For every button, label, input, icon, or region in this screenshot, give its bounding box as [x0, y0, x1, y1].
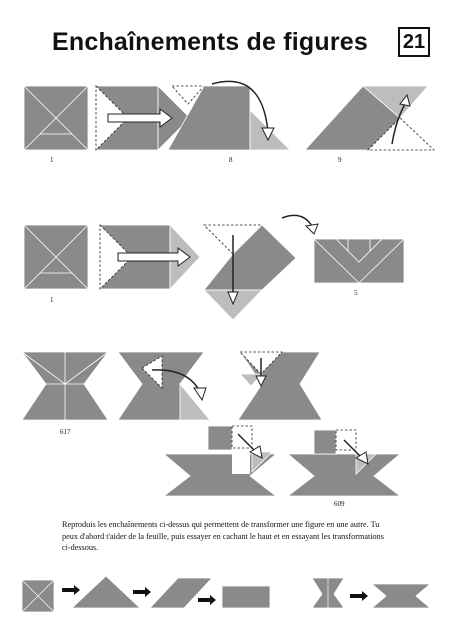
row2-figure-rotation — [204, 215, 318, 320]
exercise-rectangle — [222, 586, 270, 608]
exercise-arrow-4 — [350, 591, 368, 601]
exercise-arrow-2 — [133, 587, 151, 597]
exercise-arrow-1 — [62, 585, 80, 595]
label-row1-1: 1 — [50, 156, 54, 164]
label-row2-5: 5 — [354, 289, 358, 297]
row4-figure-transition — [164, 426, 276, 496]
row2-figure-transition — [100, 225, 200, 289]
instructions-text: Reproduis les enchaînements ci-dessus qui permettent de transformer une figure en une autre. Tu peux d'abord t'aider de la feuille, puis essayer en cachant le haut et en essayant les transformations ci-dessous. — [62, 520, 384, 552]
row1-figure-9 — [305, 86, 434, 150]
exercise-bowtie — [372, 584, 430, 608]
label-row3-617: 617 — [60, 428, 71, 436]
exercise-triangle — [72, 576, 140, 608]
row1-square-figure-1 — [24, 86, 88, 150]
label-row1-9: 9 — [338, 156, 342, 164]
row3-figure-result — [238, 352, 322, 420]
label-row2-1: 1 — [50, 296, 54, 304]
row3-figure-transition — [118, 352, 210, 420]
exercise-parallelogram — [150, 578, 212, 608]
row3-figure-617 — [22, 352, 108, 420]
exercise-arrow-3 — [198, 595, 216, 605]
row2-figure-5 — [314, 239, 404, 283]
row2-square-figure-1 — [24, 225, 88, 289]
label-row1-8: 8 — [229, 156, 233, 164]
label-row4-609: 609 — [334, 500, 345, 508]
page-number-badge: 21 — [398, 27, 430, 57]
row4-figure-609 — [288, 430, 400, 496]
exercise-hourglass — [312, 578, 344, 608]
page-title: Enchaînements de figures — [52, 28, 368, 56]
exercise-square — [22, 580, 54, 612]
